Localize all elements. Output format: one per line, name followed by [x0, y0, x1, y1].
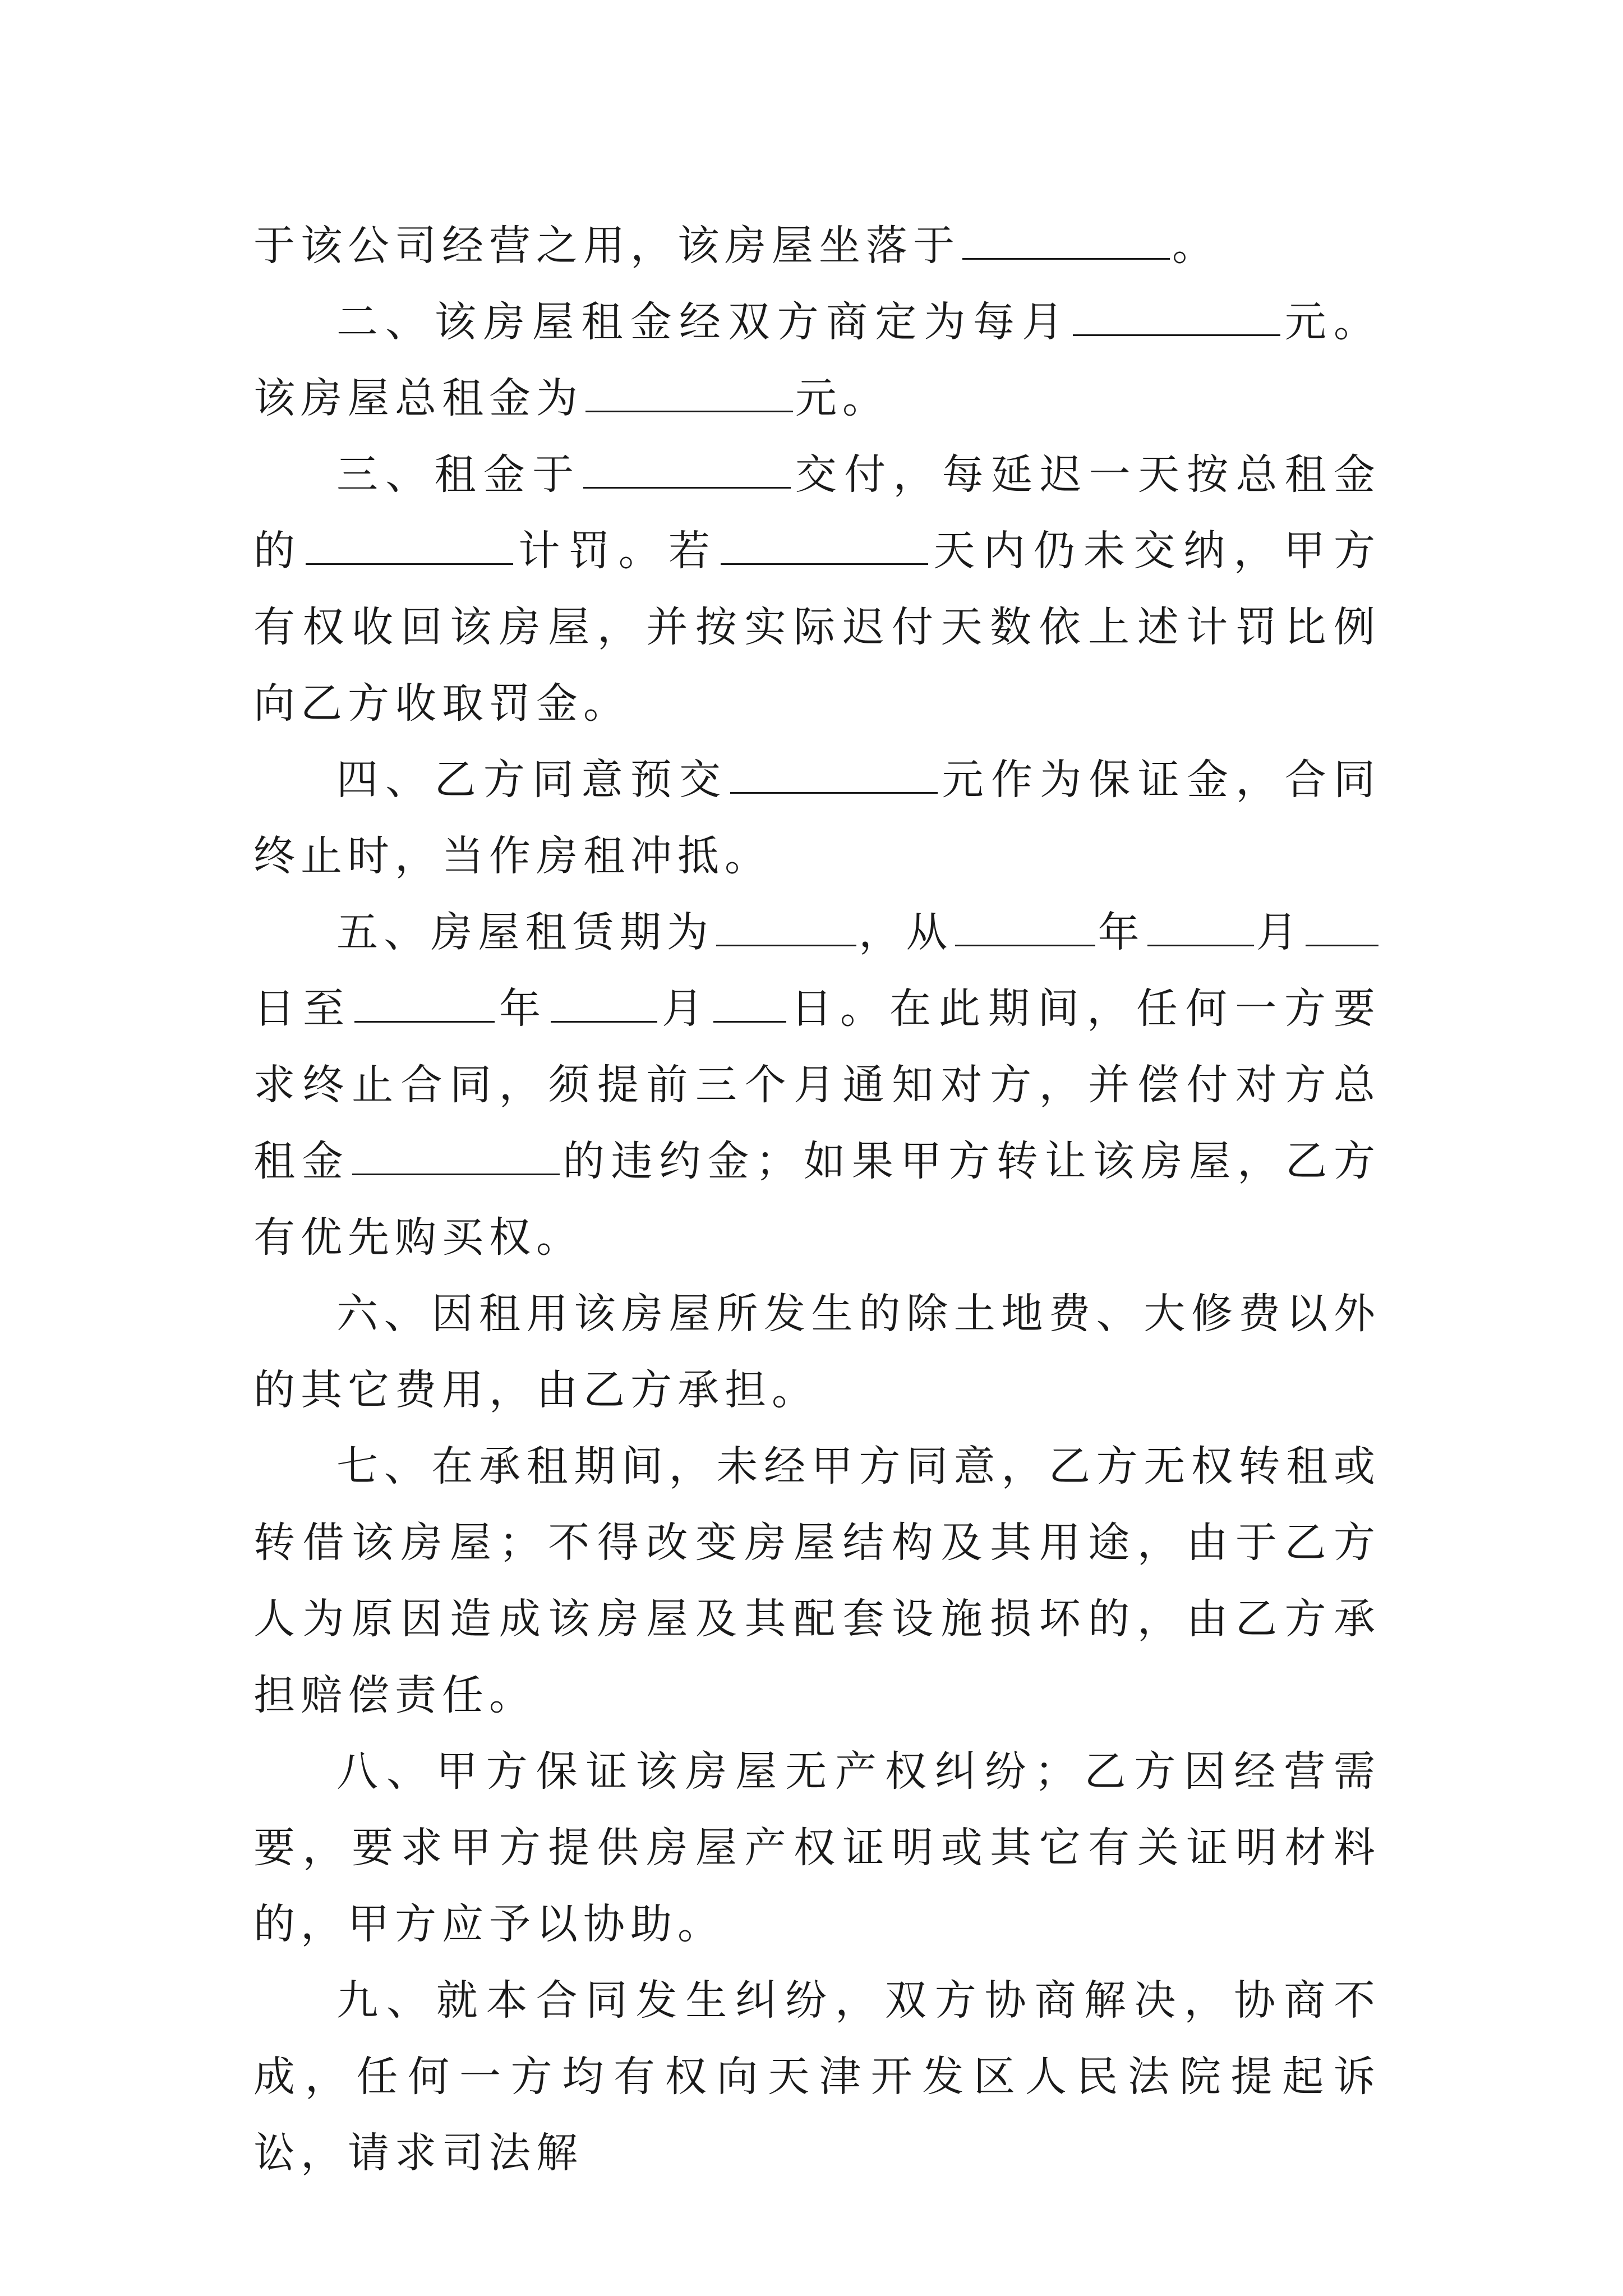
blank-field [730, 753, 938, 794]
contract-body [253, 208, 1381, 2191]
text-segment: 。 [1172, 222, 1219, 270]
text-segment: 日至 [253, 984, 352, 1033]
text-segment: 元。该房屋总租金为 [253, 298, 1381, 422]
blank-field [713, 982, 786, 1023]
text-segment: 四、乙方同意预交 [336, 756, 728, 804]
paragraph-clause-8: 八、甲方保证该房屋无产权纠纷；乙方因经营需要，要求甲方提供房屋产权证明或其它有关证明材料的，甲方应予以协助。 [253, 1747, 1381, 1948]
text-segment: 二、该房屋租金经双方商定为每月 [336, 298, 1071, 346]
text-segment: 日。在此期间，任何一方要求终止合同，须提前三个月通知对方，并偿付对方总租金 [253, 984, 1381, 1185]
blank-field [551, 982, 657, 1023]
blank-field [583, 448, 791, 489]
blank-field [585, 371, 793, 412]
blank-field [1306, 905, 1378, 946]
text-segment: 月 [1256, 908, 1304, 956]
blank-field [721, 524, 928, 565]
paragraph-clause-2 [253, 284, 1381, 436]
blank-field [716, 905, 856, 946]
text-segment: 元。 [795, 374, 889, 422]
text-segment: 年 [1098, 908, 1145, 956]
text-segment: 三、租金于 [336, 450, 582, 499]
blank-field [962, 219, 1170, 260]
paragraph-clause-5 [253, 894, 1381, 1276]
blank-field [352, 1134, 560, 1175]
text-segment: 五、房屋租赁期为 [336, 908, 714, 956]
text-segment: 月 [660, 984, 711, 1033]
paragraph-clause-9: 九、就本合同发生纠纷，双方协商解决，协商不成，任何一方均有权向天津开发区人民法院提起诉讼，请求司法解 [253, 1976, 1381, 2177]
blank-field [354, 982, 495, 1023]
paragraph-clause-4 [253, 742, 1381, 894]
paragraph-clause-3 [253, 436, 1381, 742]
text-segment: 元作为保证金，合同终止时，当作房租冲抵。 [253, 756, 1381, 880]
paragraph-location [253, 208, 1381, 284]
blank-field [306, 524, 513, 565]
blank-field [1147, 905, 1254, 946]
blank-field [955, 905, 1095, 946]
text-segment: 计罚。若 [515, 527, 719, 575]
text-segment: 于该公司经营之用，该房屋坐落于 [253, 222, 960, 270]
text-segment: 的违约金；如果甲方转让该房屋，乙方有优先购买权。 [253, 1137, 1381, 1262]
paragraph-clause-6: 六、因租用该房屋所发生的除土地费、大修费以外的其它费用，由乙方承担。 [253, 1290, 1381, 1414]
text-segment: ，从 [859, 908, 953, 956]
text-segment: 年 [497, 984, 548, 1033]
text-segment: 交付，每延迟一天按总租金的 [253, 450, 1381, 575]
paragraph-clause-7: 七、在承租期间，未经甲方同意，乙方无权转租或转借该房屋；不得改变房屋结构及其用途，由于乙方人为原因造成该房屋及其配套设施损坏的，由乙方承担赔偿责任。 [253, 1442, 1381, 1719]
blank-field [1073, 295, 1280, 336]
text-segment: 天内仍未交纳，甲方有权收回该房屋，并按实际迟付天数依上述计罚比例向乙方收取罚金。 [253, 527, 1381, 728]
